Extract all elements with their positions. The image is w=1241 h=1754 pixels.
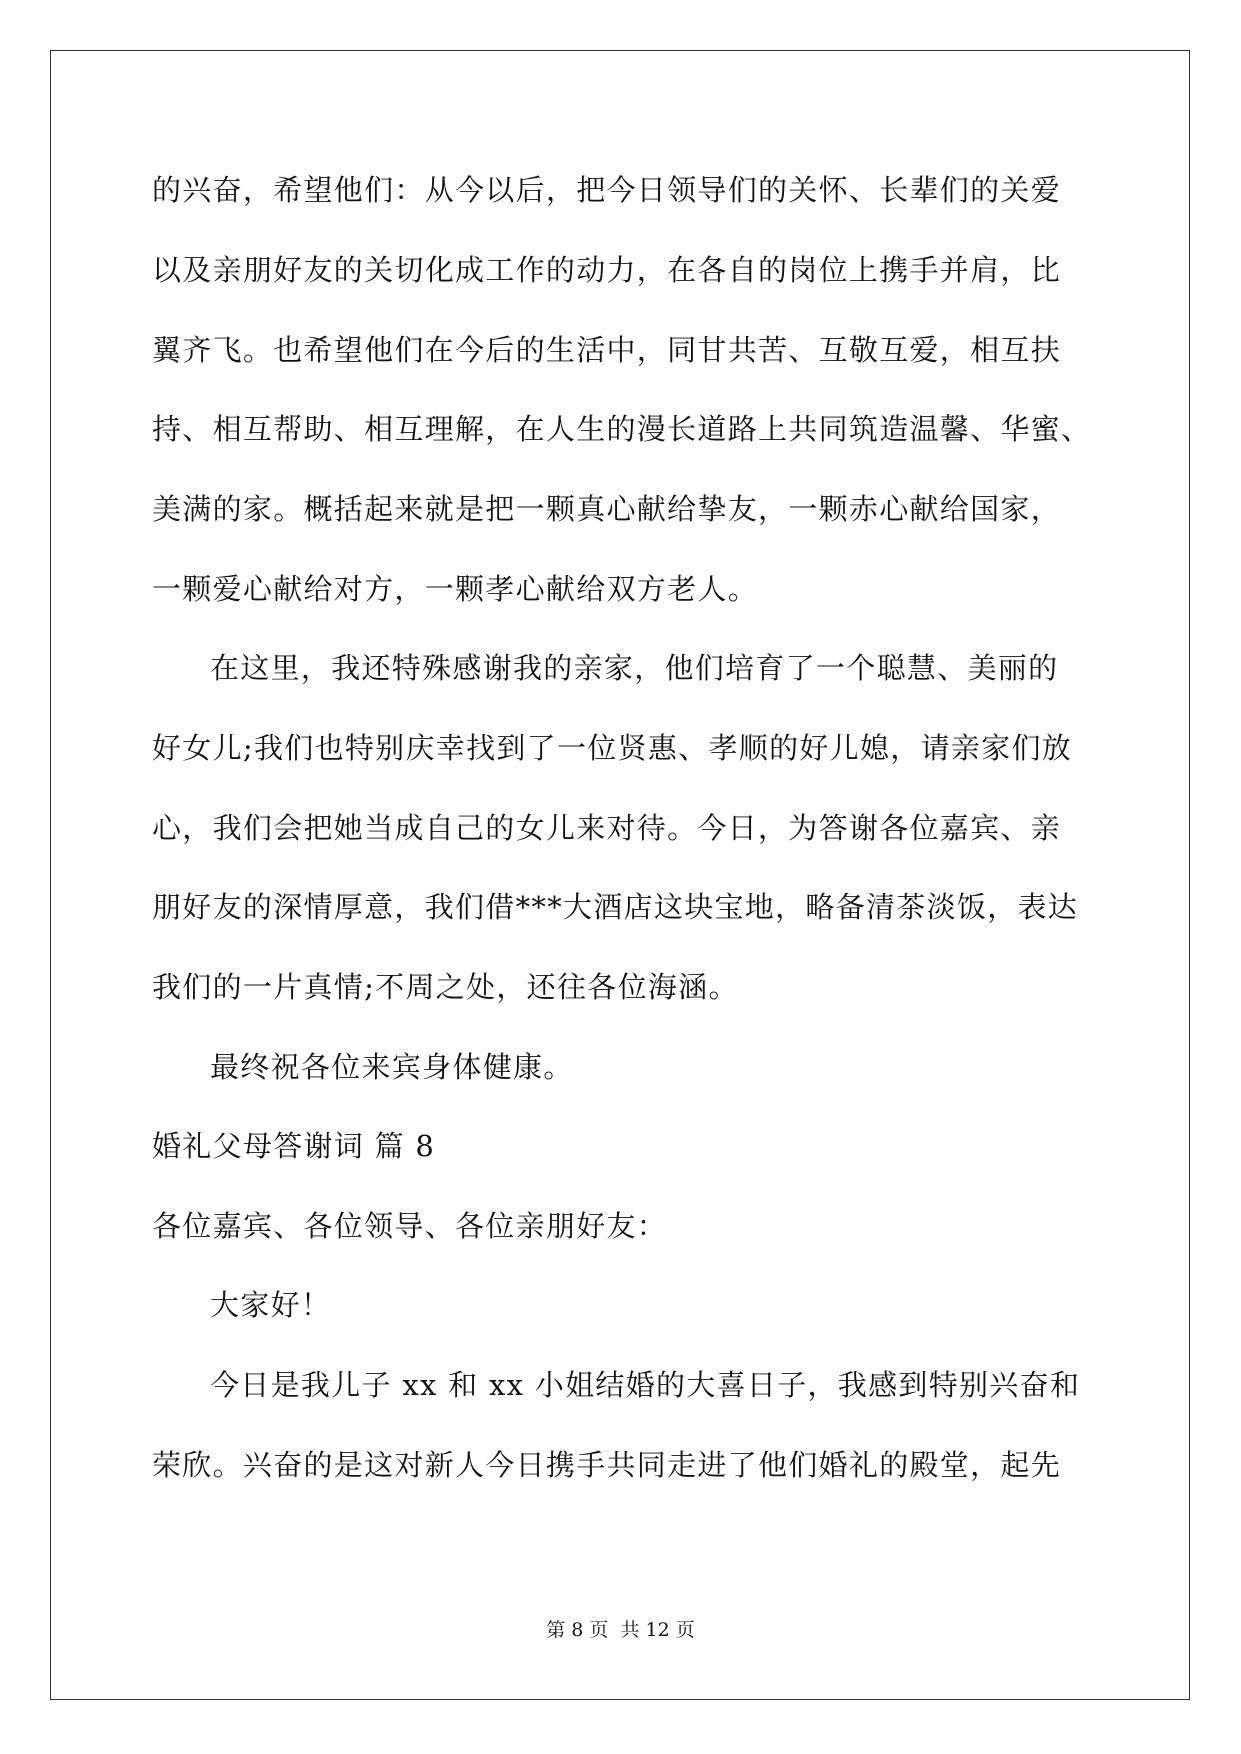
paragraph-line: 我们的一片真情;不周之处，还往各位海涵。: [152, 970, 739, 1004]
greeting: 大家好！: [210, 1288, 332, 1322]
section-heading: 婚礼父母答谢词 篇 8: [152, 1129, 436, 1163]
paragraph-line: 今日是我儿子 xx 和 xx 小姐结婚的大喜日子，我感到特别兴奋和: [210, 1368, 1081, 1402]
paragraph-line: 朋好友的深情厚意，我们借***大酒店这块宝地，略备清茶淡饭，表达: [152, 890, 1079, 924]
paragraph-line: 的兴奋，希望他们：从今以后，把今日领导们的关怀、长辈们的关爱: [152, 173, 1062, 207]
paragraph-line: 心，我们会把她当成自己的女儿来对待。今日，为答谢各位嘉宾、亲: [152, 811, 1062, 845]
paragraph-line: 在这里，我还特殊感谢我的亲家，他们培育了一个聪慧、美丽的: [210, 651, 1059, 685]
page-number: 第 8 页: [546, 1619, 609, 1641]
page-footer: [0, 1618, 1241, 1642]
paragraph-line: 一颗爱心献给对方，一颗孝心献给双方老人。: [152, 572, 759, 606]
paragraph-line: 持、相互帮助、相互理解，在人生的漫长道路上共同筑造温馨、华蜜、: [152, 412, 1092, 446]
salutation: 各位嘉宾、各位领导、各位亲朋好友：: [152, 1209, 668, 1243]
paragraph-line: 最终祝各位来宾身体健康。: [210, 1050, 574, 1084]
paragraph-line: 荣欣。兴奋的是这对新人今日携手共同走进了他们婚礼的殿堂，起先: [152, 1448, 1062, 1482]
paragraph-line: 以及亲朋好友的关切化成工作的动力，在各自的岗位上携手并肩，比: [152, 253, 1062, 287]
paragraph-line: 美满的家。概括起来就是把一颗真心献给挚友，一颗赤心献给国家，: [152, 492, 1062, 526]
total-pages: 共 12 页: [620, 1619, 695, 1641]
paragraph-line: 翼齐飞。也希望他们在今后的生活中，同甘共苦、互敬互爱，相互扶: [152, 333, 1062, 367]
paragraph-line: 好女儿;我们也特别庆幸找到了一位贤惠、孝顺的好儿媳，请亲家们放: [152, 731, 1073, 765]
